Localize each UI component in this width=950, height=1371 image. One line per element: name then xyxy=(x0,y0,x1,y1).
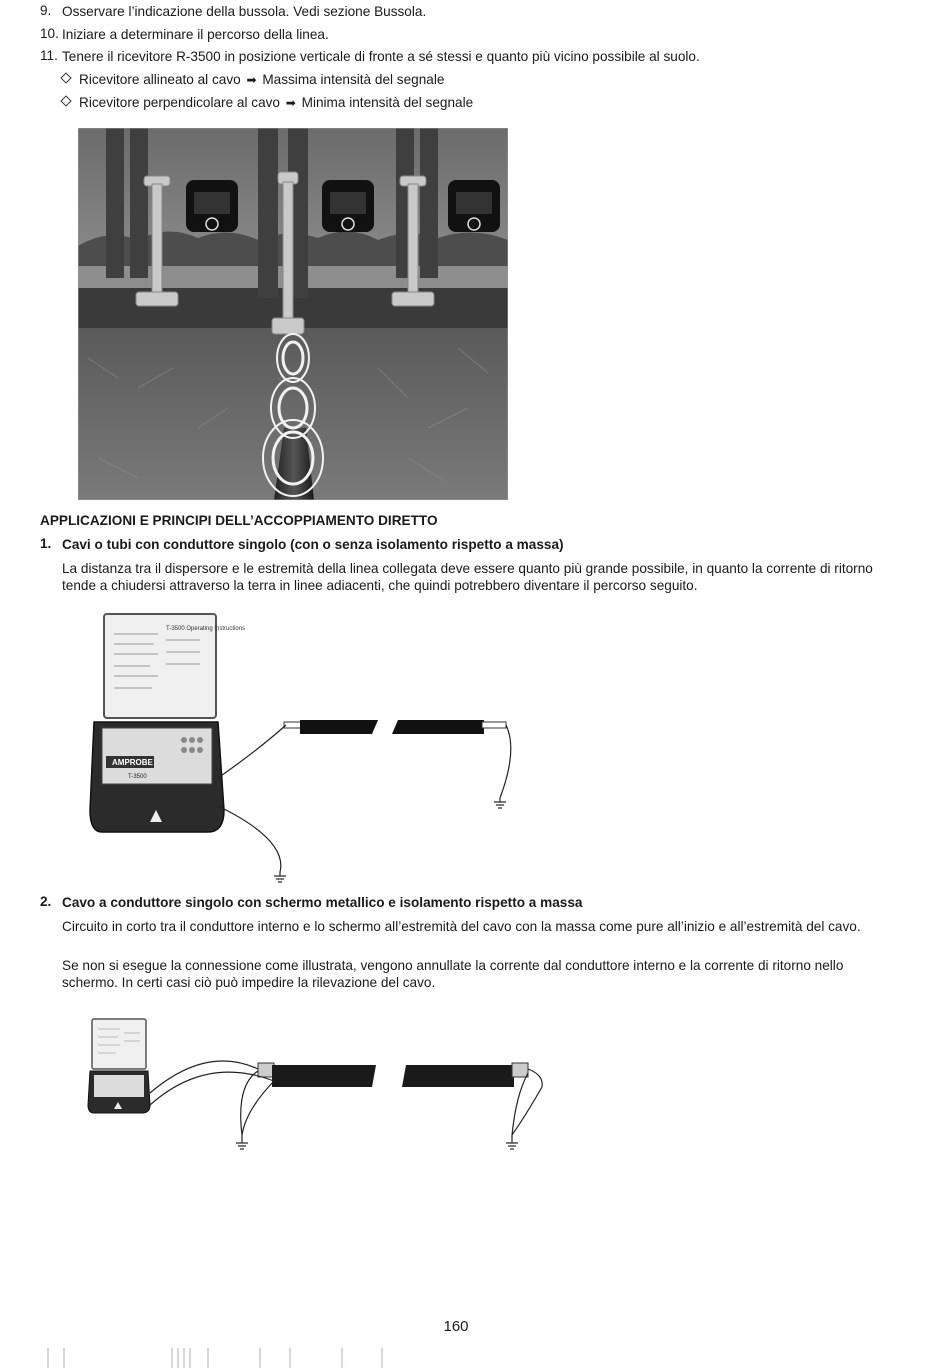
cable-right xyxy=(392,720,484,734)
shielded-cable-left xyxy=(272,1065,376,1087)
diamond-bullet-icon xyxy=(60,72,71,83)
transmitter-lid xyxy=(92,1019,146,1069)
item-2-title: Cavo a conduttore singolo con schermo metallico e isolamento rispetto a massa xyxy=(62,895,583,910)
footer-registration-marks xyxy=(0,1348,950,1368)
single-conductor-diagram xyxy=(88,610,518,885)
ground-symbol-icon xyxy=(494,798,506,808)
step-10-number: 10. xyxy=(40,26,59,41)
bullet-perpendicular: Ricevitore perpendicolare al cavo ➡ Minima intensità del segnale xyxy=(62,94,473,112)
item-1-number: 1. xyxy=(40,536,52,551)
receiver-displays xyxy=(186,180,500,232)
cable-connector-right xyxy=(512,1063,528,1077)
item-2-paragraph-2: Se non si esegue la connessione come illustrata, vengono annullate la corrente dal conduttore interno e la corrente di ritorno nello schermo. In certi casi ciò può impedire la rilevazione del cavo. xyxy=(62,958,844,990)
shielded-cable-right xyxy=(402,1065,514,1087)
ground-symbol-icon xyxy=(506,1135,518,1149)
step-9-text: Osservare l’indicazione della bussola. Vedi sezione Bussola. xyxy=(62,4,427,19)
lid-panel-title: T-3500 Operating Instructions xyxy=(166,626,246,632)
section-heading: APPLICAZIONI E PRINCIPI DELL’ACCOPPIAMENTO DIRETTO xyxy=(40,513,438,528)
receiver-orientation-figure xyxy=(78,128,508,500)
bullet-aligned: Ricevitore allineato al cavo ➡ Massima intensità del segnale xyxy=(62,71,444,89)
ground-symbol-icon xyxy=(274,872,286,882)
model-label: T-3500 xyxy=(128,774,147,780)
cable-connector-left xyxy=(258,1063,274,1077)
item-2-paragraph-1: Circuito in corto tra il conduttore interno e lo schermo all’estremità del cavo con la massa come pure all’inizio e all’estremità del cavo. xyxy=(62,919,861,934)
step-9-number: 9. xyxy=(40,3,52,18)
diamond-bullet-icon xyxy=(60,95,71,106)
step-11-number: 11. xyxy=(40,48,58,63)
item-2-number: 2. xyxy=(40,894,52,909)
brand-label: AMPROBE xyxy=(112,758,153,767)
cable-end-right xyxy=(482,722,506,728)
step-11-text: Tenere il ricevitore R-3500 in posizione verticale di fronte a sé stessi e quanto più vicino possibile al suolo. xyxy=(62,49,700,64)
item-1-paragraph: La distanza tra il dispersore e le estremità della linea collegata deve essere quanto più grande possibile, in quanto la corrente di ritorno tende a chiudersi attraverso la terra in linee adiacenti, che quindi potrebbero diventare il percorso seguito. xyxy=(62,561,873,593)
item-1-title: Cavi o tubi con conduttore singolo (con o senza isolamento rispetto a massa) xyxy=(62,537,564,552)
cable-left xyxy=(300,720,378,734)
arrow-right-icon: ➡ xyxy=(285,96,296,110)
arrow-right-icon: ➡ xyxy=(246,73,257,87)
page-number: 160 xyxy=(443,1318,469,1335)
step-10-text: Iniziare a determinare il percorso della linea. xyxy=(62,27,329,42)
shielded-cable-diagram xyxy=(86,1015,546,1165)
transmitter-panel xyxy=(94,1075,144,1097)
ground-symbol-icon xyxy=(236,1135,248,1149)
